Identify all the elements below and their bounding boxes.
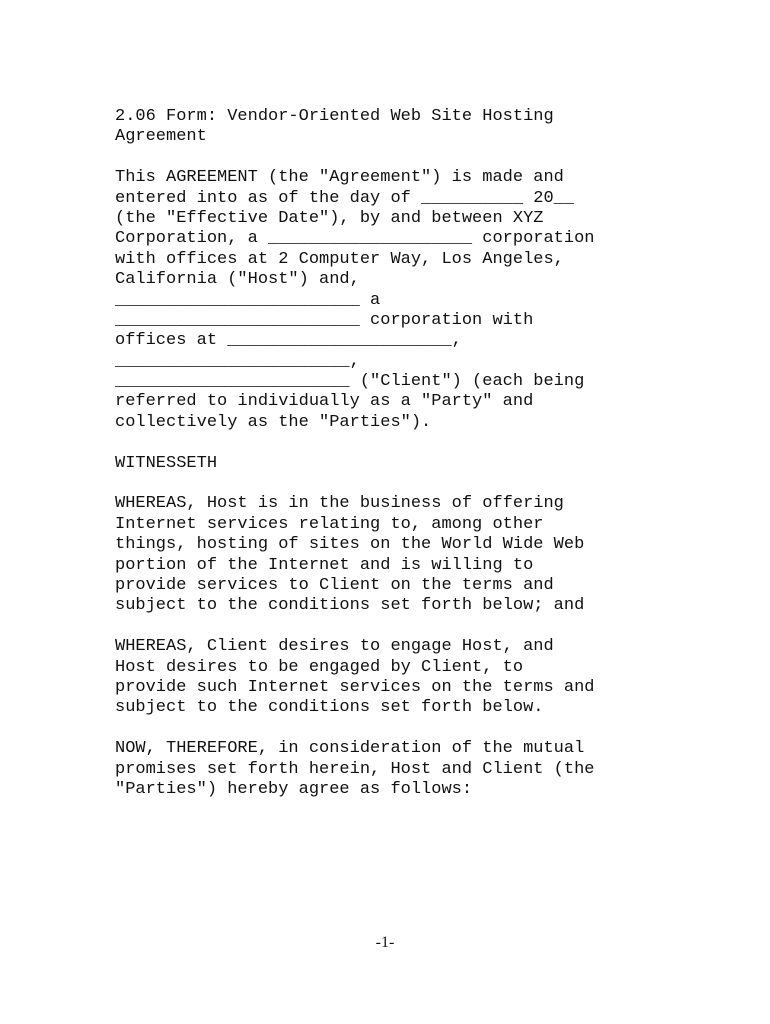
now-therefore-paragraph bbox=[115, 739, 675, 800]
paragraph-gap bbox=[115, 148, 675, 168]
page-number: -1- bbox=[375, 934, 395, 951]
intro-line: Corporation, a ____________________ corporation bbox=[115, 229, 595, 249]
title-line: 2.06 Form: Vendor-Oriented Web Site Hosting bbox=[115, 107, 554, 126]
now-therefore-line: "Parties") hereby agree as follows: bbox=[115, 779, 473, 799]
intro-line: offices at ______________________, bbox=[115, 331, 462, 351]
whereas-line: portion of the Internet and is willing to bbox=[115, 555, 534, 575]
paragraph-gap bbox=[115, 719, 675, 739]
intro-line: _______________________, bbox=[115, 351, 360, 371]
intro-line: with offices at 2 Computer Way, Los Angeles, bbox=[115, 249, 564, 269]
whereas-line: provide such Internet services on the terms and bbox=[115, 677, 595, 697]
document-body bbox=[115, 107, 675, 800]
whereas-line: WHEREAS, Host is in the business of offering bbox=[115, 494, 564, 514]
witnesseth-heading: WITNESSETH bbox=[115, 453, 218, 473]
whereas-line: Host desires to be engaged by Client, to bbox=[115, 657, 524, 677]
intro-line: collectively as the "Parties"). bbox=[115, 412, 432, 432]
now-therefore-line: NOW, THEREFORE, in consideration of the mutual bbox=[115, 739, 585, 759]
now-therefore-line: promises set forth herein, Host and Client (the bbox=[115, 759, 595, 779]
intro-line: This AGREEMENT (the "Agreement") is made and bbox=[115, 168, 564, 188]
intro-line: ________________________ corporation with bbox=[115, 310, 534, 330]
title-line: Agreement bbox=[115, 127, 207, 147]
whereas-line: Internet services relating to, among other bbox=[115, 514, 544, 534]
whereas-paragraph-2 bbox=[115, 637, 675, 719]
paragraph-gap bbox=[115, 474, 675, 494]
paragraph-gap bbox=[115, 433, 675, 453]
intro-paragraph bbox=[115, 168, 675, 433]
paragraph-gap bbox=[115, 617, 675, 637]
whereas-line: things, hosting of sites on the World Wide Web bbox=[115, 535, 585, 555]
intro-line: California ("Host") and, bbox=[115, 270, 360, 290]
intro-line: ________________________ a bbox=[115, 290, 381, 310]
document-title bbox=[115, 107, 675, 148]
whereas-line: subject to the conditions set forth below; and bbox=[115, 596, 585, 616]
whereas-line: subject to the conditions set forth below. bbox=[115, 698, 544, 718]
whereas-line: WHEREAS, Client desires to engage Host, and bbox=[115, 637, 554, 657]
whereas-paragraph-1 bbox=[115, 494, 675, 616]
intro-line: referred to individually as a "Party" and bbox=[115, 392, 534, 412]
intro-line: entered into as of the day of __________ 20__ bbox=[115, 188, 575, 208]
intro-line: _______________________ ("Client") (each being bbox=[115, 372, 585, 392]
intro-line: (the "Effective Date"), by and between XYZ bbox=[115, 208, 544, 228]
whereas-line: provide services to Client on the terms and bbox=[115, 575, 554, 595]
